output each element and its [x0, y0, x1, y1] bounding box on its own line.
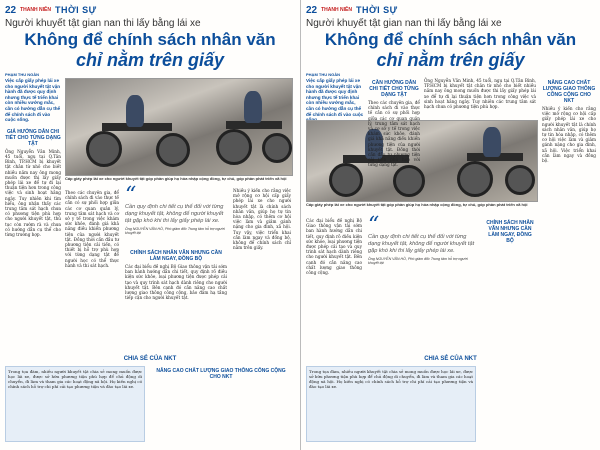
pull-quote	[125, 183, 227, 235]
page-number: 22	[5, 4, 17, 16]
column-text	[151, 366, 291, 442]
quote-mark-icon: “	[125, 183, 137, 208]
publication-name: THANH NIÊN	[20, 6, 51, 13]
headline-line-2: chỉ nằm trên giấy	[75, 50, 225, 70]
column-text: Theo các chuyên gia, để chính sách đi vào thực tế cần có sự phối hợp giữa các cơ quan quản lý, trung tâm sát hạch và cơ sở y tế trong việc khám sức khỏe, đánh giá khả năng điều khiển phương tiện của người khuyết tật. Đồng thời cần đầu tư phương tiện cải tiến, có thiết bị hỗ trợ phù hợp với từng dạng tật để người học có thể thực hành và thi sát hạch.	[65, 190, 119, 268]
column-text: Theo các chuyên gia, để chính sách đi vào thực tế cần có sự phối hợp giữa các cơ quan quản lý, trung tâm sát hạch và cơ sở y tế trong việc khám sức khỏe, đánh giá khả năng điều khiển phương tiện của người khuyết tật. Đồng thời cần đầu tư phương tiện cải tiến phù hợp với từng dạng tật.	[368, 100, 420, 168]
info-box: Trong tọa đàm, nhiều người khuyết tật chia sẻ mong muốn được học lái xe, được sở hữu phương tiện phù hợp để chủ động di chuyển, đi làm và tham gia các hoạt động xã hội. Họ kiến nghị có chính sách hỗ trợ chi phí cải tạo phương tiện và đào tạo lái xe.	[306, 366, 476, 442]
section-heading: CHIA SẺ CỦA NKT	[424, 356, 477, 362]
column-text: Các đại biểu đề nghị Bộ Giao thông vận tải sớm ban hành hướng dẫn chi tiết, quy định rõ điều kiện sức khỏe, loại phương tiện được phép cải tạo và quy trình sát hạch dành riêng cho người khuyết tật. Bên cạnh đó cần nâng cao chất lượng giao thông công cộng, bảo đảm hạ tầng tiếp cận cho người khuyết tật.	[125, 264, 227, 301]
article-body	[306, 72, 595, 444]
column-text: Ông Nguyễn Văn Minh, 45 tuổi, ngụ tại Q.Tân Bình, TP.HCM bị khuyết tật chân từ nhỏ cho biết nhiều năm nay ông mong muốn được thi lấy giấy phép lái xe để tự đi lại thuận tiện hơn trong công việc và sinh hoạt hằng ngày. Tuy nhiên các trung tâm sát hạch chưa có phương tiện phù hợp.	[424, 78, 536, 110]
lead-text: Việc cấp giấy phép lái xe cho người khuyết tật vận hành đã được quy định nhưng thực tế triển khai còn nhiều vướng mắc, cần có hướng dẫn cụ thể để chính sách đi vào cuộc	[306, 78, 364, 117]
info-box: Trong tọa đàm, nhiều người khuyết tật chia sẻ mong muốn được học lái xe, được sở hữu phương tiện phù hợp để chủ động di chuyển, đi làm và tham gia các hoạt động xã hội. Họ kiến nghị có chính sách hỗ trợ chi phí cải tạo phương tiện và đào tạo lái xe.	[5, 366, 145, 442]
article-photo	[306, 120, 538, 202]
column-text: Các đại biểu đề nghị Bộ Giao thông vận tải sớm ban hành hướng dẫn chi tiết, quy định rõ điều kiện sức khỏe, loại phương tiện được phép cải tạo và quy trình sát hạch dành riêng cho người khuyết tật. Bên cạnh đó cần nâng cao chất lượng giao thông công cộng.	[306, 218, 362, 276]
article-kicker: Người khuyết tật gian nan thi lấy bằng lái xe	[306, 18, 502, 29]
column-text	[484, 218, 536, 340]
column-text: Ông Nguyễn Văn Minh, 45 tuổi, ngụ tại Q.Tân Bình, TP.HCM bị khuyết tật chân từ nhỏ cho biết nhiều năm nay ông mong muốn được thi lấy giấy phép lái xe để tự đi lại thuận tiện hơn trong công việc và sinh hoạt hằng ngày. Tuy nhiên khi tìm hiểu, ông nhận thấy các trung tâm sát hạch chưa có phương tiện phù hợp cho người khuyết tật, thủ tục còn rườm rà và chưa có hướng dẫn cụ thể cho từng trường hợp.	[5, 148, 61, 237]
lead-text: Việc cấp giấy phép lái xe cho người khuyết tật vận hành đã được quy định nhưng thực tế triển khai còn nhiều vướng mắc, cần có hướng dẫn cụ thể để chính sách đi vào cuộc sống.	[5, 78, 61, 123]
quote-text: Cần quy định chi tiết cụ thể đối với từng dạng khuyết tật, không để người khuyết tật gặp khó khi thi lấy giấy phép lái xe.	[125, 204, 224, 224]
article-headline	[5, 30, 295, 70]
masthead	[5, 4, 295, 16]
byline: PHẠM THU NGÂN	[306, 72, 340, 77]
headline-line-2: chỉ nằm trên giấy	[376, 50, 525, 70]
headline-line-1: Không để chính sách nhân văn	[324, 30, 577, 49]
column-text: Nhiều ý kiến cho rằng việc mở rộng cơ hội cấp giấy phép lái xe cho người khuyết tật là chính sách nhân văn, giúp họ tự tin hòa nhập, có thêm cơ hội việc làm và giảm gánh nặng cho gia đình, xã hội. Tuy vậy, việc triển khai cần làm ngay và đồng bộ, không để chính sách chỉ nằm trên giấy.	[233, 188, 291, 251]
subhead-b: CẦN HƯỚNG DẪN CHI TIẾT CHO TỪNG DẠNG TẬT	[369, 80, 419, 98]
masthead	[306, 4, 595, 16]
photo-caption: Cấp giấy phép lái xe cho người khuyết tật góp phần giúp họ hòa nhập cộng đồng, tự chủ, góp phần phát triển xã hội	[65, 176, 287, 181]
subhead-a: GIÁ HƯỚNG DẪN CHI TIẾT CHO TỪNG DẠNG TẬT	[5, 128, 61, 147]
article-headline	[306, 30, 595, 70]
newspaper-page-right	[300, 0, 600, 450]
subhead-c: CHÍNH SÁCH NHÂN VĂN NHƯNG CẦN LÀM NGAY, ĐỒNG BỘ	[486, 220, 534, 244]
quote-text: Cần quy định chi tiết cụ thể đối với từng dạng khuyết tật, không để người khuyết tật gặp khó khi thi lấy giấy phép lái xe.	[368, 234, 475, 254]
photo-caption: Cấp giấy phép lái xe cho người khuyết tật góp phần giúp họ hòa nhập cộng đồng, tự chủ, góp phần phát triển xã hội	[306, 202, 528, 207]
column-text	[542, 78, 596, 340]
section-name: THỜI SỰ	[355, 5, 398, 15]
article-lead	[5, 78, 61, 237]
article-body	[5, 72, 295, 444]
publication-name: THANH NIÊN	[321, 6, 352, 13]
column-text: Nhiều ý kiến cho rằng việc mở rộng cơ hội cấp giấy phép lái xe cho người khuyết tật là chính sách nhân văn, giúp họ tự tin hòa nhập, có thêm cơ hội việc làm và giảm gánh nặng cho gia đình, xã hội. Việc triển khai cần làm ngay và đồng bộ.	[542, 106, 596, 164]
subhead-a: NÂNG CAO CHẤT LƯỢNG GIAO THÔNG CÔNG CỘNG CHO NKT	[542, 80, 596, 104]
quote-mark-icon: “	[368, 213, 380, 238]
subhead-c: CHÍNH SÁCH NHÂN VĂN NHƯNG CẦN LÀM NGAY, ĐỒNG BỘ	[130, 250, 222, 262]
quote-source: Ông NGUYỄN VĂN HỒ, Phó giám đốc Trung tâm hỗ trợ người khuyết tật	[125, 227, 225, 235]
section-heading: CHIA SẺ CỦA NKT	[123, 356, 177, 362]
pull-quote	[368, 213, 478, 265]
column-text	[368, 78, 420, 168]
article-kicker: Người khuyết tật gian nan thi lấy bằng lái xe	[5, 18, 201, 29]
article-lead	[306, 78, 364, 123]
column-text	[125, 248, 227, 340]
subhead-b: NÂNG CAO CHẤT LƯỢNG GIAO THÔNG CÔNG CỘNG CHO NKT	[156, 368, 286, 380]
page-number: 22	[306, 4, 318, 16]
article-photo	[65, 78, 293, 176]
headline-line-1: Không để chính sách nhân văn	[24, 30, 276, 49]
byline: PHẠM THU NGÂN	[5, 72, 39, 77]
section-name: THỜI SỰ	[54, 5, 97, 15]
quote-source: Ông NGUYỄN VĂN HỒ, Phó giám đốc Trung tâm hỗ trợ người khuyết tật	[368, 257, 468, 265]
